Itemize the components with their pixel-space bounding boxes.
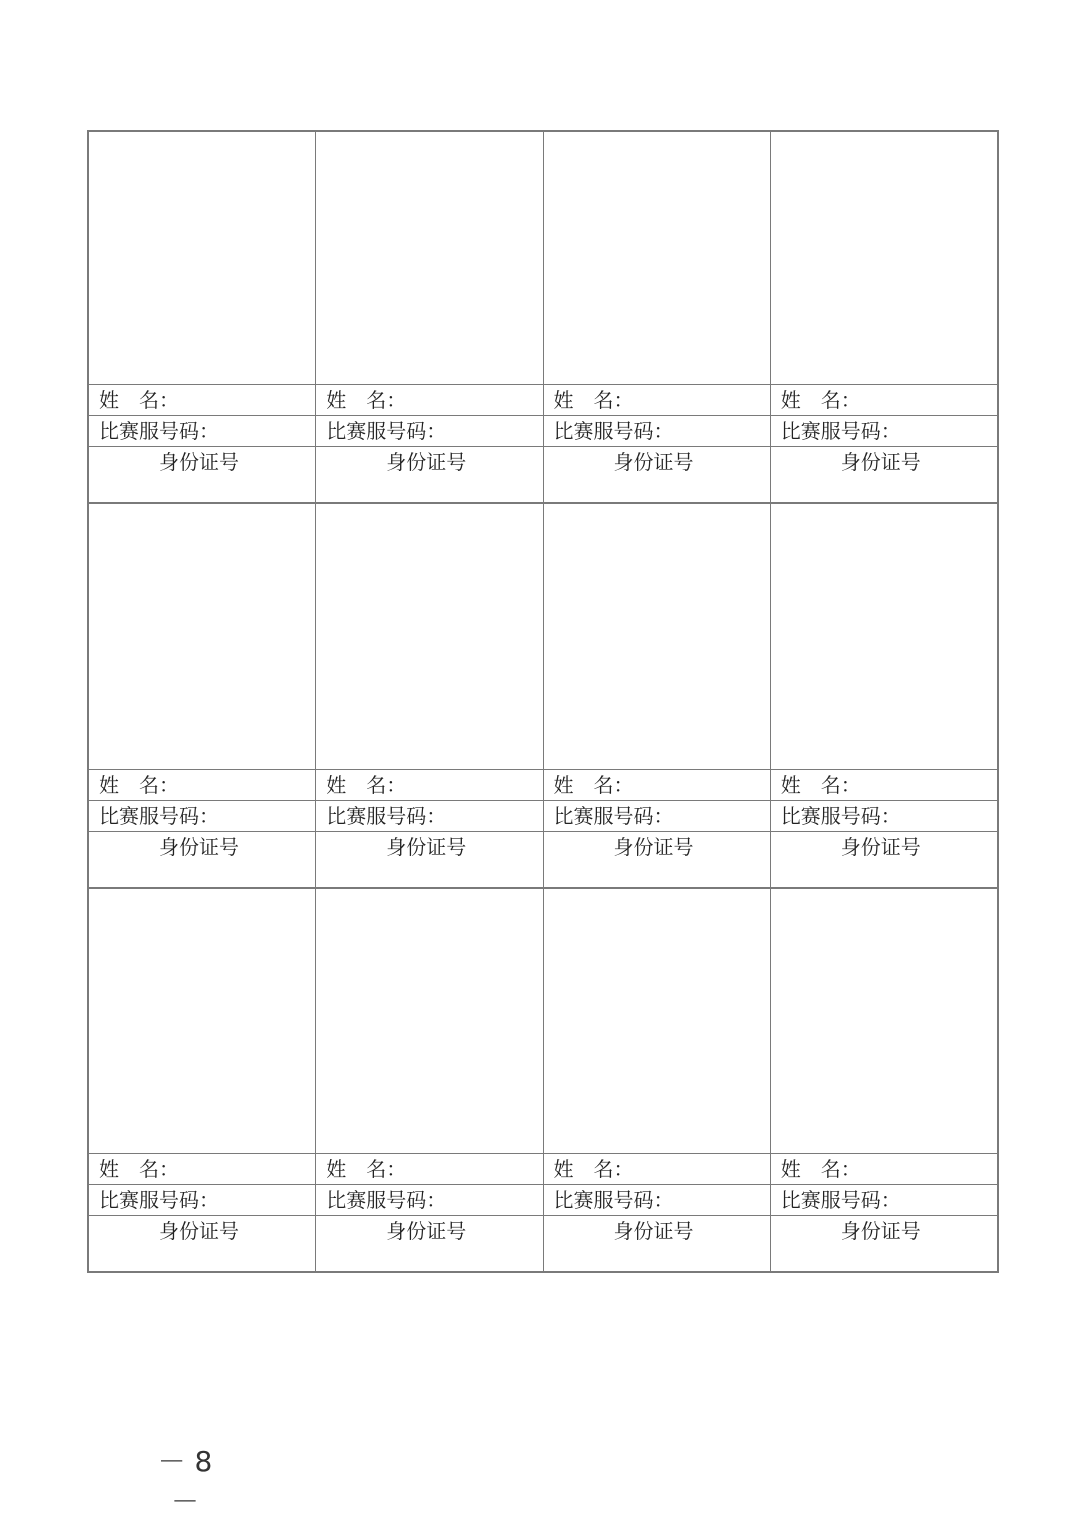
photo-box [771,132,997,384]
player-card [770,504,997,887]
jersey-number-field: 比赛服号码： [544,1184,770,1215]
name-field: 姓 名： [316,1153,542,1184]
jersey-number-field: 比赛服号码： [316,415,542,446]
id-number-field: 身份证号 [771,446,997,502]
player-card [315,889,542,1271]
id-number-field: 身份证号 [544,831,770,887]
name-field: 姓 名： [316,384,542,415]
photo-box [544,889,770,1153]
name-field: 姓 名： [771,1153,997,1184]
player-card [543,132,770,502]
name-field: 姓 名： [89,384,315,415]
jersey-number-field: 比赛服号码： [316,800,542,831]
photo-box [89,504,315,769]
photo-box [89,132,315,384]
name-field: 姓 名： [544,769,770,800]
jersey-number-field: 比赛服号码： [316,1184,542,1215]
player-card [770,889,997,1271]
id-number-field: 身份证号 [316,1215,542,1271]
form-row-2 [89,502,997,887]
player-card [543,889,770,1271]
photo-box [316,889,542,1153]
id-number-field: 身份证号 [89,1215,315,1271]
player-card [315,504,542,887]
photo-box [544,132,770,384]
form-row-3 [89,887,997,1271]
name-field: 姓 名： [771,384,997,415]
jersey-number-field: 比赛服号码： [89,800,315,831]
jersey-number-field: 比赛服号码： [544,800,770,831]
jersey-number-field: 比赛服号码： [771,415,997,446]
id-number-field: 身份证号 [771,1215,997,1271]
jersey-number-field: 比赛服号码： [544,415,770,446]
id-number-field: 身份证号 [89,446,315,502]
id-number-field: 身份证号 [544,1215,770,1271]
photo-box [544,504,770,769]
jersey-number-field: 比赛服号码： [771,800,997,831]
id-number-field: 身份证号 [89,831,315,887]
player-card [315,132,542,502]
photo-box [89,889,315,1153]
id-number-field: 身份证号 [316,831,542,887]
name-field: 姓 名： [544,384,770,415]
id-number-field: 身份证号 [544,446,770,502]
player-card [89,889,315,1271]
player-card [543,504,770,887]
name-field: 姓 名： [771,769,997,800]
name-field: 姓 名： [316,769,542,800]
name-field: 姓 名： [89,769,315,800]
player-card [770,132,997,502]
jersey-number-field: 比赛服号码： [89,1184,315,1215]
form-row-1 [89,132,997,502]
id-number-field: 身份证号 [316,446,542,502]
photo-box [771,504,997,769]
id-number-field: 身份证号 [771,831,997,887]
jersey-number-field: 比赛服号码： [89,415,315,446]
name-field: 姓 名： [89,1153,315,1184]
player-card [89,132,315,502]
page-number: － 8 － [157,1445,213,1518]
photo-box [316,132,542,384]
photo-box [316,504,542,769]
player-card [89,504,315,887]
player-photo-form [87,130,999,1273]
photo-box [771,889,997,1153]
name-field: 姓 名： [544,1153,770,1184]
jersey-number-field: 比赛服号码： [771,1184,997,1215]
